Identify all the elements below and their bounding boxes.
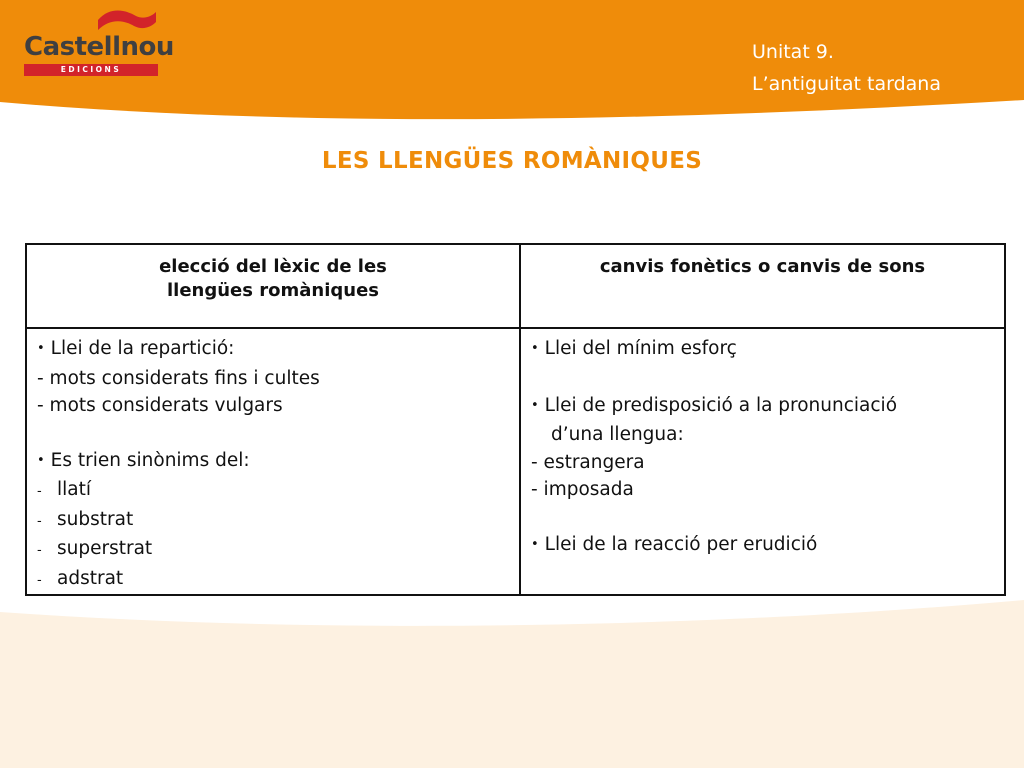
spacer [531,504,994,531]
list-item: - mots considerats vulgars [37,395,283,416]
unit-heading [752,36,941,100]
list-item: • Llei de predisposició a la pronunciació [531,392,994,422]
flag-icon [96,8,158,32]
list-item: • Llei de la reacció per erudició [531,531,994,561]
page-title: LES LLENGÜES ROMÀNIQUES [321,148,703,174]
header-line: canvis fonètics o canvis de sons [599,256,926,277]
lexicon-cell [26,328,520,595]
list-item: - imposada [531,479,634,500]
logo-subtitle-bar: EDICIONS [24,64,158,76]
phonetics-cell [520,328,1005,595]
table-row [26,328,1005,595]
list-item: • Llei de la repartició: [37,335,509,365]
unit-number: Unitat 9. [752,41,834,63]
table-header-phonetics [520,244,1005,328]
castellnou-logo [24,8,174,78]
list-item: - mots considerats fins i cultes [37,367,320,389]
header-line: elecció del lèxic de les [159,256,387,277]
list-item: - adstrat [37,565,509,595]
table-header-row [26,244,1005,328]
unit-title: L’antiguitat tardana [752,73,941,95]
list-item: d’una llengua: [551,424,684,445]
spacer [37,420,509,447]
list-item: • Es trien sinònims del: [37,447,509,477]
logo-wordmark: Castellnou [24,32,174,62]
header-line: llengües romàniques [166,280,379,301]
list-item: - estrangera [531,451,645,473]
list-item: - llatí [37,476,509,506]
content-table [25,243,1006,596]
list-item: - superstrat [37,535,509,565]
table-header-lexicon [26,244,520,328]
spacer [531,365,994,392]
list-item: - substrat [37,506,509,536]
list-item: • Llei del mínim esforç [531,335,994,365]
